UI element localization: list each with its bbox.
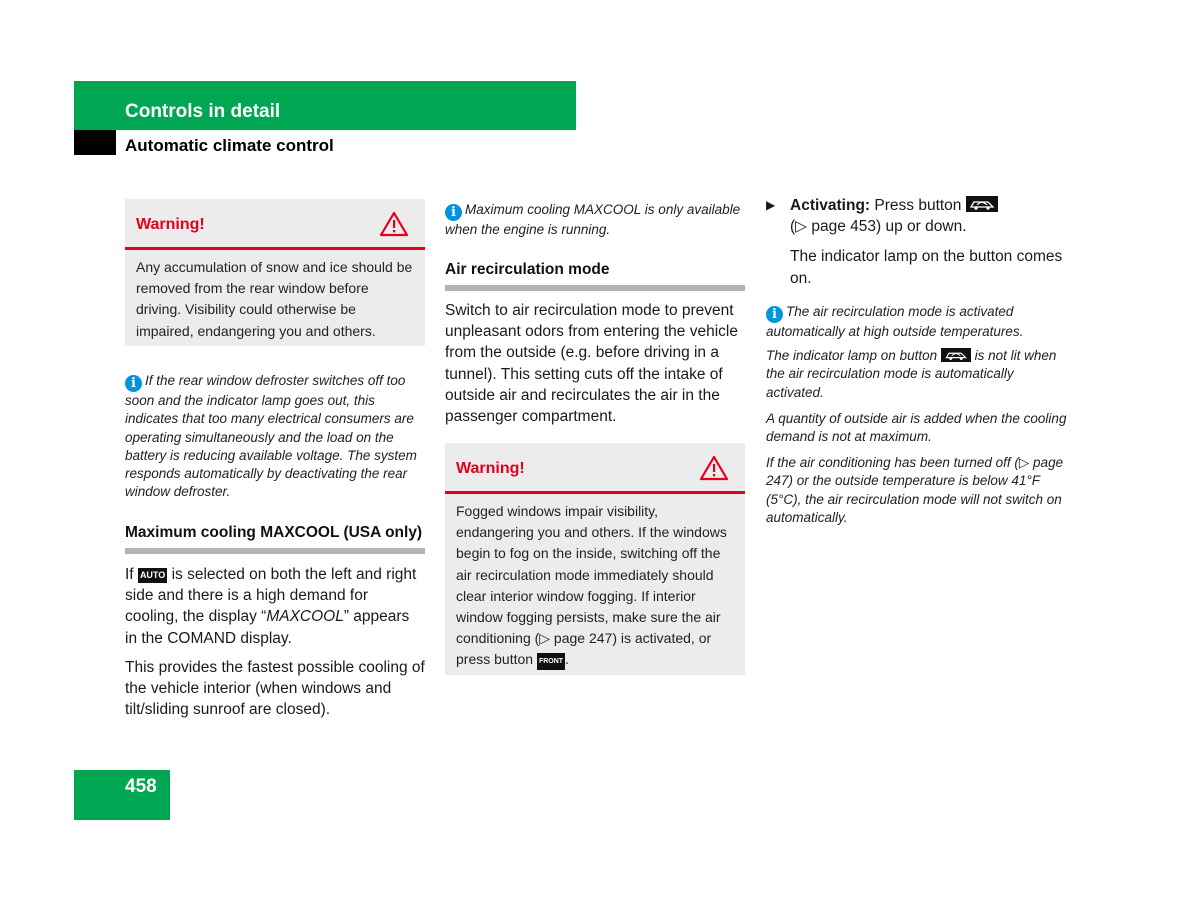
info-note-outside-air: A quantity of outside air is added when the cooling demand is not at maximum. [766, 411, 1067, 445]
text: is selected on both the left and right side and there is a high demand for cooling, the display “ [125, 566, 417, 626]
info-note-indicator-lamp [766, 347, 1068, 402]
text: is not lit when the air recirculation mode is automatically activated. [766, 348, 1057, 400]
warning-title: Warning! [456, 460, 525, 477]
heading-air-recirculation: Air recirculation mode [445, 261, 745, 291]
info-text: If the rear window defroster switches off too soon and the indicator lamp goes out, this indicates that too many electrical consumers are operating simultaneously and the load on the battery is reducing available voltage. The system responds automatically by deactivating the rear window defroster. [125, 373, 417, 500]
warning-body [445, 494, 745, 679]
auto-button-icon: AUTO [138, 568, 167, 583]
text: The indicator lamp on button [766, 348, 938, 363]
chapter-title: Controls in detail [125, 101, 281, 122]
text: ” appears in the COMAND display. [125, 608, 410, 647]
air-recirculation-button-icon [966, 196, 998, 212]
info-icon: i [445, 204, 462, 221]
warning-box-fogging [445, 443, 745, 675]
info-note-auto-activation [766, 303, 1068, 341]
front-defrost-button-icon: FRONT [537, 653, 565, 670]
warning-header [125, 199, 425, 250]
text: (▷ page 453) up or down. [790, 218, 967, 236]
info-note-maxcool [445, 201, 745, 239]
info-note-temperature: If the air conditioning has been turned off (▷ page 247) or the outside temperature is below 41°F (5°C), the air recirculation mode will not switch on automatically. [766, 455, 1064, 525]
info-text: Maximum cooling MAXCOOL is only available when the engine is running. [445, 202, 741, 237]
text: Press button [874, 197, 962, 214]
page-number: 458 [125, 776, 157, 797]
warning-header [445, 443, 745, 494]
warning-box-snow [125, 199, 425, 346]
step-activating [766, 195, 1066, 289]
bullet-arrow-icon: ▶ [766, 198, 776, 212]
info-icon: i [766, 306, 783, 323]
paragraph-air-recirculation: Switch to air recirculation mode to prevent unpleasant odors from entering the vehicle from the outside (e.g. before driving in a tunnel). This setting cuts off the intake of outside air and recirculates the air in the passenger compartment. [445, 302, 738, 426]
text: . [565, 651, 569, 668]
text: Fogged windows impair visibility, endangering you and others. If the windows begin to fog on the inside, switching off the air recirculation mode immediately should clear interior window fogging. If interior window fogging persists, make sure the air conditioning (▷ page 247) is activated, or press button [456, 503, 727, 668]
maxcool-display-text: MAXCOOL [266, 608, 344, 626]
warning-triangle-icon [699, 455, 729, 481]
warning-body: Any accumulation of snow and ice should be removed from the rear window before driving. Visibility could otherwise be impaired, endangering you and others. [136, 259, 413, 339]
air-recirculation-button-icon [941, 348, 971, 362]
heading-maxcool: Maximum cooling MAXCOOL (USA only) [125, 524, 425, 554]
paragraph-maxcool-1 [125, 564, 425, 649]
section-marker [74, 130, 116, 155]
paragraph-maxcool-2: This provides the fastest possible cooling of the vehicle interior (when windows and tilt/sliding sunroof are closed). [125, 659, 425, 719]
info-note-defroster [125, 372, 425, 502]
step-label: Activating: [790, 197, 871, 214]
text: If [125, 566, 134, 583]
warning-triangle-icon [379, 211, 409, 237]
warning-title: Warning! [136, 216, 205, 233]
section-title: Automatic climate control [125, 136, 334, 155]
info-text: The air recirculation mode is activated automatically at high outside temperatures. [766, 304, 1024, 339]
info-icon: i [125, 375, 142, 392]
step-result: The indicator lamp on the button comes on. [790, 248, 1063, 287]
